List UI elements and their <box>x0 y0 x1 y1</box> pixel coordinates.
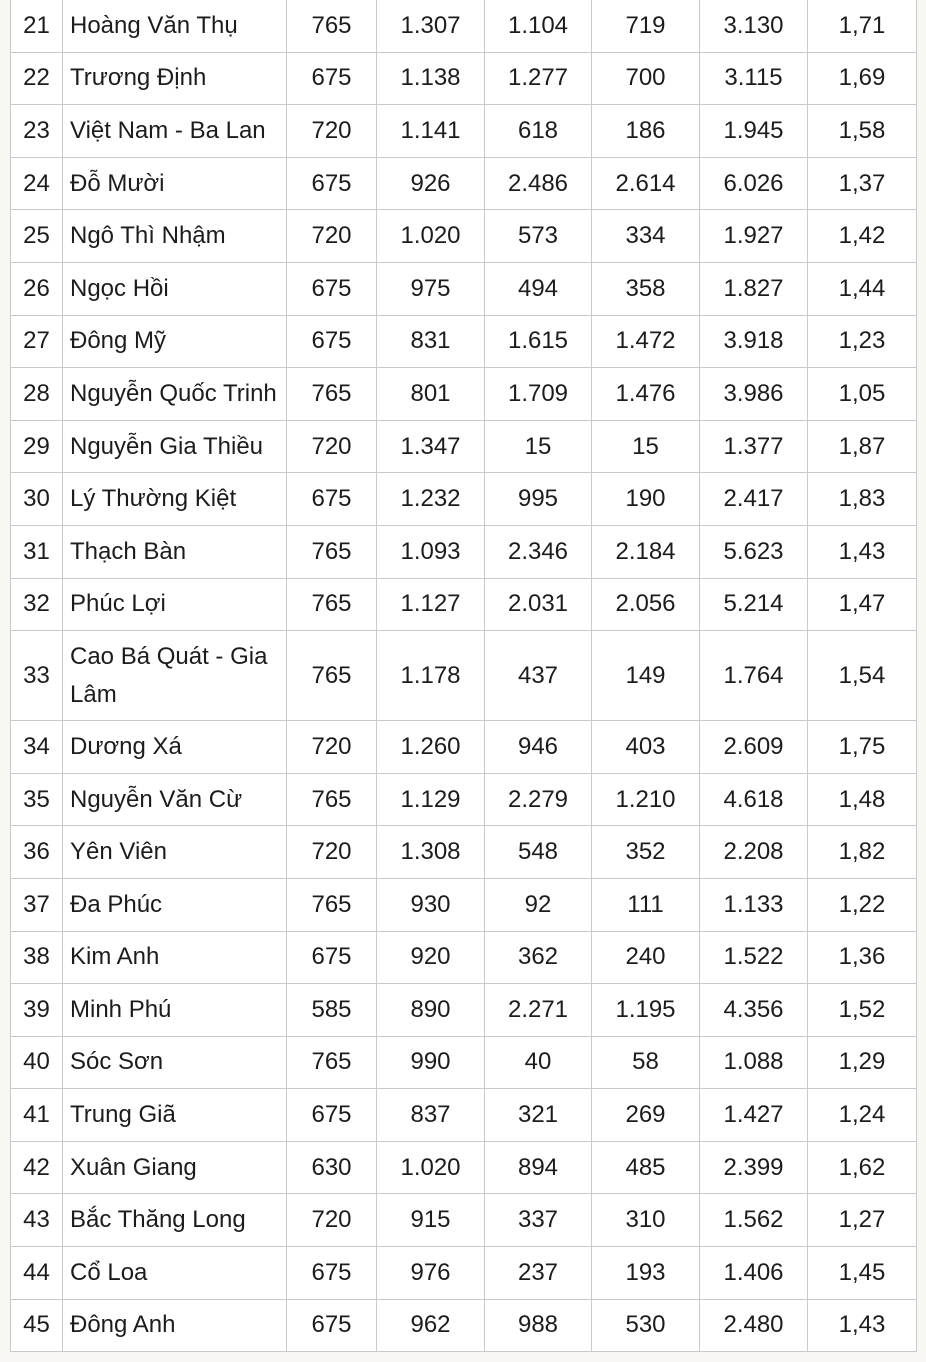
value-cell-1: 675 <box>287 473 377 526</box>
value-cell-4: 58 <box>592 1036 700 1089</box>
value-cell-5: 4.356 <box>700 984 808 1037</box>
row-number-cell: 26 <box>11 262 63 315</box>
school-name-cell: Kim Anh <box>63 931 287 984</box>
value-cell-3: 548 <box>485 826 592 879</box>
school-quota-table <box>10 0 917 1352</box>
school-name-cell: Xuân Giang <box>63 1141 287 1194</box>
school-name-cell: Ngọc Hồi <box>63 262 287 315</box>
value-cell-6: 1,43 <box>808 1299 917 1352</box>
value-cell-1: 765 <box>287 1036 377 1089</box>
table-row <box>11 52 917 105</box>
value-cell-3: 2.031 <box>485 578 592 631</box>
row-number-cell: 32 <box>11 578 63 631</box>
school-name-cell: Ngô Thì Nhậm <box>63 210 287 263</box>
table-body <box>11 0 917 1352</box>
value-cell-4: 15 <box>592 420 700 473</box>
value-cell-3: 2.346 <box>485 525 592 578</box>
value-cell-6: 1,05 <box>808 368 917 421</box>
value-cell-3: 1.104 <box>485 0 592 52</box>
school-name-cell: Nguyễn Văn Cừ <box>63 773 287 826</box>
row-number-cell: 37 <box>11 878 63 931</box>
value-cell-6: 1,22 <box>808 878 917 931</box>
row-number-cell: 42 <box>11 1141 63 1194</box>
value-cell-2: 915 <box>377 1194 485 1247</box>
value-cell-3: 573 <box>485 210 592 263</box>
value-cell-2: 1.020 <box>377 1141 485 1194</box>
value-cell-4: 2.056 <box>592 578 700 631</box>
table-row <box>11 420 917 473</box>
value-cell-4: 111 <box>592 878 700 931</box>
value-cell-2: 1.307 <box>377 0 485 52</box>
value-cell-2: 1.308 <box>377 826 485 879</box>
value-cell-5: 3.130 <box>700 0 808 52</box>
value-cell-2: 1.141 <box>377 105 485 158</box>
value-cell-2: 976 <box>377 1247 485 1300</box>
table-row <box>11 0 917 52</box>
value-cell-4: 530 <box>592 1299 700 1352</box>
value-cell-1: 765 <box>287 0 377 52</box>
value-cell-2: 890 <box>377 984 485 1037</box>
value-cell-1: 675 <box>287 52 377 105</box>
value-cell-1: 720 <box>287 210 377 263</box>
table-row <box>11 931 917 984</box>
value-cell-6: 1,36 <box>808 931 917 984</box>
value-cell-2: 920 <box>377 931 485 984</box>
school-name-cell: Thạch Bàn <box>63 525 287 578</box>
value-cell-3: 2.271 <box>485 984 592 1037</box>
value-cell-6: 1,48 <box>808 773 917 826</box>
value-cell-5: 1.522 <box>700 931 808 984</box>
row-number-cell: 39 <box>11 984 63 1037</box>
value-cell-3: 618 <box>485 105 592 158</box>
value-cell-2: 831 <box>377 315 485 368</box>
school-name-cell: Dương Xá <box>63 721 287 774</box>
table-row <box>11 878 917 931</box>
value-cell-4: 334 <box>592 210 700 263</box>
value-cell-1: 765 <box>287 773 377 826</box>
value-cell-1: 675 <box>287 315 377 368</box>
value-cell-2: 926 <box>377 157 485 210</box>
value-cell-4: 269 <box>592 1089 700 1142</box>
value-cell-1: 720 <box>287 1194 377 1247</box>
value-cell-6: 1,37 <box>808 157 917 210</box>
school-name-cell: Đông Mỹ <box>63 315 287 368</box>
value-cell-4: 149 <box>592 631 700 721</box>
row-number-cell: 34 <box>11 721 63 774</box>
table-row <box>11 1194 917 1247</box>
value-cell-5: 3.918 <box>700 315 808 368</box>
table-row <box>11 578 917 631</box>
value-cell-6: 1,23 <box>808 315 917 368</box>
value-cell-3: 894 <box>485 1141 592 1194</box>
value-cell-3: 988 <box>485 1299 592 1352</box>
table-row <box>11 315 917 368</box>
school-name-cell: Yên Viên <box>63 826 287 879</box>
table-row <box>11 1247 917 1300</box>
school-name-cell: Đỗ Mười <box>63 157 287 210</box>
value-cell-6: 1,24 <box>808 1089 917 1142</box>
value-cell-4: 700 <box>592 52 700 105</box>
value-cell-5: 1.088 <box>700 1036 808 1089</box>
school-name-cell: Hoàng Văn Thụ <box>63 0 287 52</box>
value-cell-2: 1.093 <box>377 525 485 578</box>
value-cell-1: 675 <box>287 931 377 984</box>
value-cell-6: 1,43 <box>808 525 917 578</box>
value-cell-4: 240 <box>592 931 700 984</box>
row-number-cell: 24 <box>11 157 63 210</box>
value-cell-6: 1,87 <box>808 420 917 473</box>
value-cell-3: 321 <box>485 1089 592 1142</box>
school-name-cell: Lý Thường Kiệt <box>63 473 287 526</box>
school-name-cell: Trương Định <box>63 52 287 105</box>
value-cell-5: 5.623 <box>700 525 808 578</box>
value-cell-6: 1,82 <box>808 826 917 879</box>
school-name-cell: Bắc Thăng Long <box>63 1194 287 1247</box>
table-row <box>11 262 917 315</box>
table-row <box>11 473 917 526</box>
value-cell-4: 485 <box>592 1141 700 1194</box>
value-cell-4: 186 <box>592 105 700 158</box>
value-cell-5: 1.764 <box>700 631 808 721</box>
value-cell-1: 765 <box>287 578 377 631</box>
value-cell-3: 237 <box>485 1247 592 1300</box>
value-cell-3: 2.279 <box>485 773 592 826</box>
value-cell-1: 765 <box>287 525 377 578</box>
table-row <box>11 826 917 879</box>
value-cell-2: 1.020 <box>377 210 485 263</box>
school-name-cell: Đa Phúc <box>63 878 287 931</box>
value-cell-2: 990 <box>377 1036 485 1089</box>
value-cell-5: 1.927 <box>700 210 808 263</box>
table-row <box>11 105 917 158</box>
value-cell-1: 675 <box>287 262 377 315</box>
row-number-cell: 25 <box>11 210 63 263</box>
value-cell-1: 765 <box>287 878 377 931</box>
school-name-cell: Nguyễn Gia Thiều <box>63 420 287 473</box>
table-row <box>11 1299 917 1352</box>
value-cell-6: 1,62 <box>808 1141 917 1194</box>
value-cell-5: 1.427 <box>700 1089 808 1142</box>
table-row <box>11 721 917 774</box>
value-cell-5: 4.618 <box>700 773 808 826</box>
value-cell-1: 720 <box>287 721 377 774</box>
value-cell-5: 2.480 <box>700 1299 808 1352</box>
school-name-cell: Nguyễn Quốc Trinh <box>63 368 287 421</box>
value-cell-3: 15 <box>485 420 592 473</box>
value-cell-1: 720 <box>287 420 377 473</box>
value-cell-3: 494 <box>485 262 592 315</box>
value-cell-3: 1.709 <box>485 368 592 421</box>
value-cell-4: 193 <box>592 1247 700 1300</box>
value-cell-1: 675 <box>287 157 377 210</box>
value-cell-5: 1.377 <box>700 420 808 473</box>
row-number-cell: 27 <box>11 315 63 368</box>
value-cell-6: 1,75 <box>808 721 917 774</box>
value-cell-4: 352 <box>592 826 700 879</box>
value-cell-1: 675 <box>287 1247 377 1300</box>
value-cell-6: 1,54 <box>808 631 917 721</box>
table-row <box>11 631 917 721</box>
table-row <box>11 773 917 826</box>
row-number-cell: 29 <box>11 420 63 473</box>
row-number-cell: 38 <box>11 931 63 984</box>
value-cell-6: 1,52 <box>808 984 917 1037</box>
row-number-cell: 23 <box>11 105 63 158</box>
value-cell-5: 1.827 <box>700 262 808 315</box>
value-cell-1: 720 <box>287 105 377 158</box>
value-cell-5: 2.417 <box>700 473 808 526</box>
value-cell-5: 3.115 <box>700 52 808 105</box>
value-cell-4: 2.614 <box>592 157 700 210</box>
value-cell-5: 1.133 <box>700 878 808 931</box>
value-cell-2: 1.129 <box>377 773 485 826</box>
value-cell-2: 1.347 <box>377 420 485 473</box>
table-row <box>11 368 917 421</box>
value-cell-6: 1,69 <box>808 52 917 105</box>
row-number-cell: 35 <box>11 773 63 826</box>
row-number-cell: 45 <box>11 1299 63 1352</box>
row-number-cell: 21 <box>11 0 63 52</box>
value-cell-5: 2.208 <box>700 826 808 879</box>
table-row <box>11 1089 917 1142</box>
value-cell-4: 1.195 <box>592 984 700 1037</box>
value-cell-2: 1.138 <box>377 52 485 105</box>
school-name-cell: Đông Anh <box>63 1299 287 1352</box>
value-cell-5: 2.609 <box>700 721 808 774</box>
value-cell-5: 1.562 <box>700 1194 808 1247</box>
value-cell-4: 358 <box>592 262 700 315</box>
value-cell-2: 801 <box>377 368 485 421</box>
school-name-cell: Cao Bá Quát - Gia Lâm <box>63 631 287 721</box>
value-cell-2: 1.232 <box>377 473 485 526</box>
value-cell-3: 362 <box>485 931 592 984</box>
row-number-cell: 43 <box>11 1194 63 1247</box>
row-number-cell: 30 <box>11 473 63 526</box>
value-cell-6: 1,45 <box>808 1247 917 1300</box>
row-number-cell: 44 <box>11 1247 63 1300</box>
value-cell-1: 675 <box>287 1089 377 1142</box>
row-number-cell: 28 <box>11 368 63 421</box>
value-cell-4: 719 <box>592 0 700 52</box>
value-cell-6: 1,44 <box>808 262 917 315</box>
school-name-cell: Sóc Sơn <box>63 1036 287 1089</box>
value-cell-3: 40 <box>485 1036 592 1089</box>
value-cell-4: 2.184 <box>592 525 700 578</box>
value-cell-3: 437 <box>485 631 592 721</box>
value-cell-4: 1.210 <box>592 773 700 826</box>
row-number-cell: 22 <box>11 52 63 105</box>
row-number-cell: 40 <box>11 1036 63 1089</box>
value-cell-6: 1,27 <box>808 1194 917 1247</box>
value-cell-3: 337 <box>485 1194 592 1247</box>
row-number-cell: 36 <box>11 826 63 879</box>
value-cell-4: 1.472 <box>592 315 700 368</box>
value-cell-2: 1.178 <box>377 631 485 721</box>
value-cell-3: 2.486 <box>485 157 592 210</box>
value-cell-5: 1.406 <box>700 1247 808 1300</box>
value-cell-2: 1.127 <box>377 578 485 631</box>
value-cell-1: 765 <box>287 368 377 421</box>
value-cell-3: 92 <box>485 878 592 931</box>
table-row <box>11 525 917 578</box>
table-row <box>11 157 917 210</box>
value-cell-2: 1.260 <box>377 721 485 774</box>
school-name-cell: Trung Giã <box>63 1089 287 1142</box>
value-cell-6: 1,42 <box>808 210 917 263</box>
row-number-cell: 41 <box>11 1089 63 1142</box>
value-cell-2: 837 <box>377 1089 485 1142</box>
school-name-cell: Phúc Lợi <box>63 578 287 631</box>
value-cell-6: 1,29 <box>808 1036 917 1089</box>
value-cell-3: 946 <box>485 721 592 774</box>
row-number-cell: 31 <box>11 525 63 578</box>
value-cell-2: 930 <box>377 878 485 931</box>
value-cell-6: 1,58 <box>808 105 917 158</box>
value-cell-5: 3.986 <box>700 368 808 421</box>
value-cell-1: 675 <box>287 1299 377 1352</box>
value-cell-4: 403 <box>592 721 700 774</box>
value-cell-1: 585 <box>287 984 377 1037</box>
value-cell-4: 310 <box>592 1194 700 1247</box>
value-cell-4: 190 <box>592 473 700 526</box>
value-cell-3: 995 <box>485 473 592 526</box>
row-number-cell: 33 <box>11 631 63 721</box>
table-row <box>11 1036 917 1089</box>
school-name-cell: Cổ Loa <box>63 1247 287 1300</box>
value-cell-1: 720 <box>287 826 377 879</box>
value-cell-6: 1,71 <box>808 0 917 52</box>
value-cell-6: 1,83 <box>808 473 917 526</box>
value-cell-5: 5.214 <box>700 578 808 631</box>
value-cell-4: 1.476 <box>592 368 700 421</box>
value-cell-3: 1.277 <box>485 52 592 105</box>
value-cell-1: 630 <box>287 1141 377 1194</box>
table-row <box>11 210 917 263</box>
school-name-cell: Việt Nam - Ba Lan <box>63 105 287 158</box>
value-cell-2: 962 <box>377 1299 485 1352</box>
table-row <box>11 1141 917 1194</box>
value-cell-5: 6.026 <box>700 157 808 210</box>
value-cell-3: 1.615 <box>485 315 592 368</box>
table-row <box>11 984 917 1037</box>
value-cell-6: 1,47 <box>808 578 917 631</box>
value-cell-1: 765 <box>287 631 377 721</box>
value-cell-5: 1.945 <box>700 105 808 158</box>
school-name-cell: Minh Phú <box>63 984 287 1037</box>
value-cell-2: 975 <box>377 262 485 315</box>
value-cell-5: 2.399 <box>700 1141 808 1194</box>
